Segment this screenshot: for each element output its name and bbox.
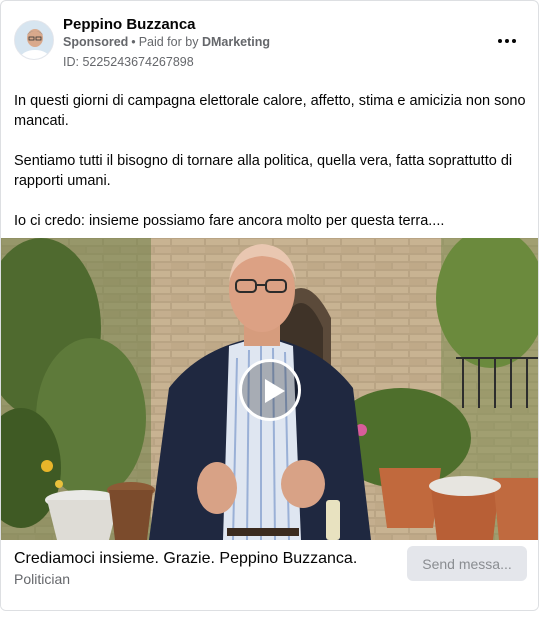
more-options-icon[interactable] — [493, 29, 521, 53]
paid-for-label: Paid for by — [138, 35, 199, 49]
post-header — [1, 1, 538, 81]
paragraph-1: In questi giorni di campagna elettorale calore, affetto, stima e amicizia non sono mancati. — [14, 93, 526, 129]
play-icon[interactable] — [239, 359, 301, 421]
separator-dot: • — [131, 35, 136, 49]
paragraph-2: Sentiamo tutti il bisogno di tornare alla politica, quella vera, fatta soprattutto di rapporti umani. — [14, 153, 513, 189]
sponsored-label[interactable]: Sponsored — [63, 35, 129, 49]
paragraph-3: Io ci credo: insieme possiamo fare ancora molto per questa terra.... — [14, 213, 445, 229]
send-message-button[interactable]: Send messa... — [407, 546, 527, 581]
avatar[interactable] — [14, 20, 54, 60]
author-name[interactable]: Peppino Buzzanca — [63, 16, 196, 33]
ad-id: ID: 5225243674267898 — [63, 55, 194, 69]
ad-footer — [1, 540, 538, 611]
post-text — [14, 91, 526, 251]
ad-headline[interactable]: Crediamoci insieme. Grazie. Peppino Buzzanca. — [14, 550, 358, 567]
sponsored-line — [63, 35, 270, 49]
advertiser-name[interactable]: DMarketing — [201, 35, 271, 49]
avatar-image — [15, 21, 54, 60]
page-category: Politician — [14, 571, 71, 587]
